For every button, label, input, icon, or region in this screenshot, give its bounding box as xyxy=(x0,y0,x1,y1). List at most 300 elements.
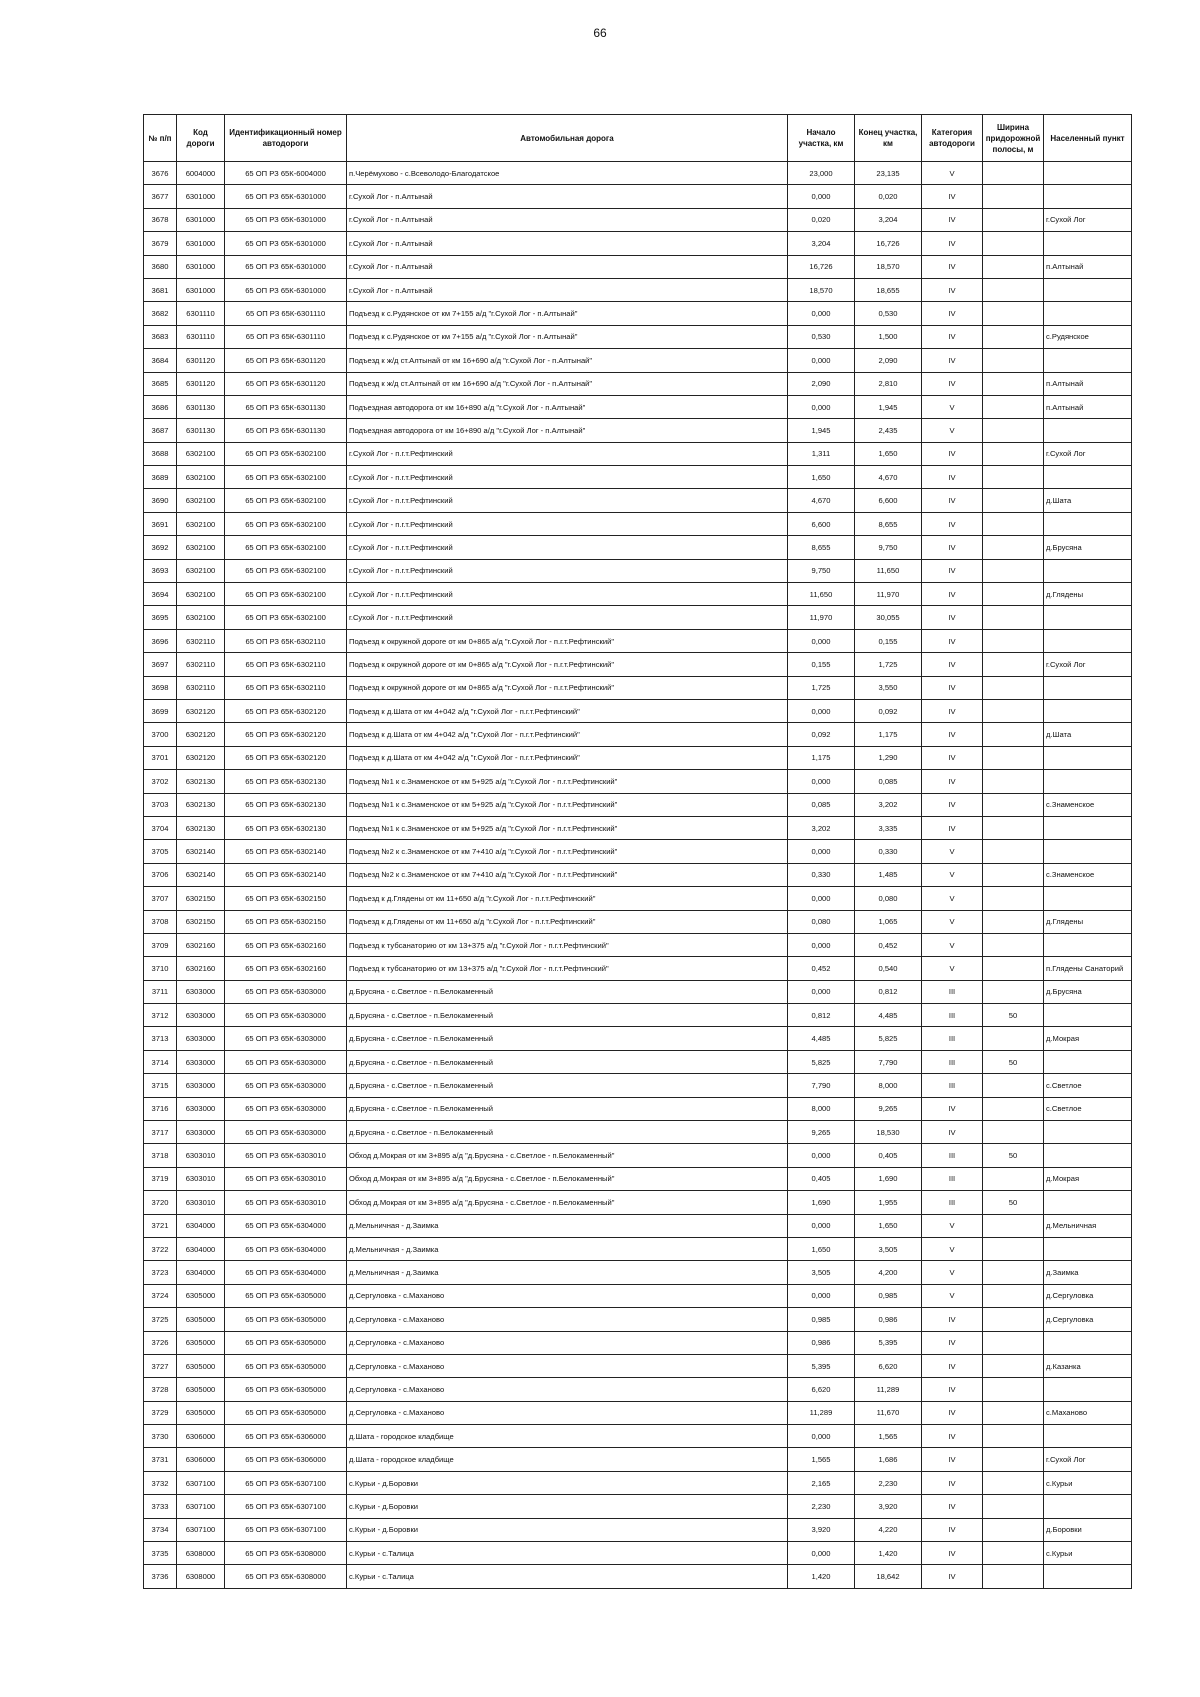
cell-end-km: 4,485 xyxy=(855,1004,922,1027)
cell-category: IV xyxy=(922,1331,983,1354)
cell-roadside-width xyxy=(983,442,1044,465)
cell-road-code: 6307100 xyxy=(177,1495,225,1518)
cell-start-km: 0,000 xyxy=(788,933,855,956)
cell-start-km: 1,690 xyxy=(788,1191,855,1214)
cell-start-km: 0,000 xyxy=(788,1542,855,1565)
cell-end-km: 0,080 xyxy=(855,887,922,910)
cell-road-id: 65 ОП РЗ 65К-6304000 xyxy=(225,1237,347,1260)
cell-settlement xyxy=(1044,232,1132,255)
cell-road-name: д.Шата - городское кладбище xyxy=(347,1448,788,1471)
cell-roadside-width xyxy=(983,1237,1044,1260)
cell-start-km: 3,920 xyxy=(788,1518,855,1541)
cell-category: IV xyxy=(922,325,983,348)
cell-road-name: Подъезд №2 к с.Знаменское от км 7+410 а/д "г.Сухой Лог - п.г.т.Рефтинский" xyxy=(347,863,788,886)
cell-start-km: 1,420 xyxy=(788,1565,855,1588)
cell-start-km: 0,330 xyxy=(788,863,855,886)
cell-start-km: 1,175 xyxy=(788,746,855,769)
table-row xyxy=(144,1425,1132,1448)
cell-settlement xyxy=(1044,676,1132,699)
cell-road-code: 6303000 xyxy=(177,1097,225,1120)
cell-road-code: 6303000 xyxy=(177,1027,225,1050)
cell-start-km: 9,750 xyxy=(788,559,855,582)
cell-number: 3701 xyxy=(144,746,177,769)
cell-roadside-width xyxy=(983,1425,1044,1448)
table-row xyxy=(144,1448,1132,1471)
cell-roadside-width xyxy=(983,863,1044,886)
cell-number: 3691 xyxy=(144,512,177,535)
cell-roadside-width xyxy=(983,466,1044,489)
cell-road-name: г.Сухой Лог - п.г.т.Рефтинский xyxy=(347,536,788,559)
cell-road-code: 6305000 xyxy=(177,1331,225,1354)
cell-start-km: 0,000 xyxy=(788,302,855,325)
cell-road-name: с.Курьи - с.Талица xyxy=(347,1565,788,1588)
cell-roadside-width xyxy=(983,232,1044,255)
cell-road-name: Подъезд к окружной дороге от км 0+865 а/д "г.Сухой Лог - п.г.т.Рефтинский" xyxy=(347,653,788,676)
cell-roadside-width xyxy=(983,1308,1044,1331)
cell-roadside-width xyxy=(983,746,1044,769)
cell-end-km: 23,135 xyxy=(855,162,922,185)
cell-category: IV xyxy=(922,699,983,722)
cell-roadside-width xyxy=(983,1401,1044,1424)
cell-road-id: 65 ОП РЗ 65К-6302100 xyxy=(225,489,347,512)
cell-number: 3704 xyxy=(144,816,177,839)
header-road-name: Автомобильная дорога xyxy=(347,115,788,162)
cell-number: 3689 xyxy=(144,466,177,489)
cell-number: 3711 xyxy=(144,980,177,1003)
cell-road-id: 65 ОП РЗ 65К-6302120 xyxy=(225,746,347,769)
cell-number: 3730 xyxy=(144,1425,177,1448)
table-row xyxy=(144,1074,1132,1097)
cell-number: 3721 xyxy=(144,1214,177,1237)
table-row xyxy=(144,489,1132,512)
cell-road-name: д.Сергуловка - с.Маханово xyxy=(347,1354,788,1377)
cell-road-id: 65 ОП РЗ 65К-6302120 xyxy=(225,699,347,722)
cell-road-name: д.Брусяна - с.Светлое - п.Белокаменный xyxy=(347,1050,788,1073)
table-row xyxy=(144,1308,1132,1331)
cell-number: 3714 xyxy=(144,1050,177,1073)
cell-road-id: 65 ОП РЗ 65К-6303000 xyxy=(225,1004,347,1027)
cell-road-code: 6302110 xyxy=(177,629,225,652)
cell-category: IV xyxy=(922,512,983,535)
cell-settlement: д.Брусяна xyxy=(1044,980,1132,1003)
cell-settlement: п.Глядены Санаторий xyxy=(1044,957,1132,980)
cell-number: 3723 xyxy=(144,1261,177,1284)
cell-road-id: 65 ОП РЗ 65К-6306000 xyxy=(225,1425,347,1448)
cell-end-km: 3,204 xyxy=(855,208,922,231)
cell-road-id: 65 ОП РЗ 65К-6305000 xyxy=(225,1354,347,1377)
cell-start-km: 23,000 xyxy=(788,162,855,185)
cell-number: 3681 xyxy=(144,278,177,301)
cell-road-name: Подъезд к д.Глядены от км 11+650 а/д "г.Сухой Лог - п.г.т.Рефтинский" xyxy=(347,887,788,910)
cell-road-code: 6304000 xyxy=(177,1214,225,1237)
cell-road-code: 6303010 xyxy=(177,1144,225,1167)
cell-start-km: 0,080 xyxy=(788,910,855,933)
cell-number: 3700 xyxy=(144,723,177,746)
cell-roadside-width xyxy=(983,840,1044,863)
cell-road-name: д.Брусяна - с.Светлое - п.Белокаменный xyxy=(347,1074,788,1097)
cell-start-km: 1,565 xyxy=(788,1448,855,1471)
cell-roadside-width xyxy=(983,208,1044,231)
cell-category: IV xyxy=(922,653,983,676)
cell-settlement: с.Светлое xyxy=(1044,1074,1132,1097)
cell-settlement xyxy=(1044,349,1132,372)
cell-start-km: 0,155 xyxy=(788,653,855,676)
cell-category: IV xyxy=(922,1097,983,1120)
cell-road-code: 6303000 xyxy=(177,1121,225,1144)
cell-road-code: 6302130 xyxy=(177,793,225,816)
table-header-row xyxy=(144,115,1132,162)
cell-number: 3686 xyxy=(144,395,177,418)
cell-road-name: г.Сухой Лог - п.Алтынай xyxy=(347,208,788,231)
cell-category: IV xyxy=(922,1565,983,1588)
table-row xyxy=(144,442,1132,465)
cell-road-code: 6302100 xyxy=(177,583,225,606)
cell-road-id: 65 ОП РЗ 65К-6303000 xyxy=(225,1074,347,1097)
cell-end-km: 11,289 xyxy=(855,1378,922,1401)
cell-road-code: 6302120 xyxy=(177,746,225,769)
cell-settlement: г.Сухой Лог xyxy=(1044,653,1132,676)
cell-roadside-width xyxy=(983,372,1044,395)
cell-category: IV xyxy=(922,536,983,559)
cell-road-name: г.Сухой Лог - п.Алтынай xyxy=(347,232,788,255)
cell-road-code: 6302110 xyxy=(177,653,225,676)
cell-settlement: с.Знаменское xyxy=(1044,793,1132,816)
cell-roadside-width xyxy=(983,887,1044,910)
cell-roadside-width xyxy=(983,419,1044,442)
table-row xyxy=(144,840,1132,863)
cell-road-id: 65 ОП РЗ 65К-6302100 xyxy=(225,583,347,606)
cell-end-km: 9,265 xyxy=(855,1097,922,1120)
roads-table xyxy=(143,114,1132,1589)
cell-end-km: 18,642 xyxy=(855,1565,922,1588)
cell-number: 3720 xyxy=(144,1191,177,1214)
cell-road-code: 6304000 xyxy=(177,1261,225,1284)
cell-settlement xyxy=(1044,629,1132,652)
table-row xyxy=(144,1542,1132,1565)
cell-road-code: 6301000 xyxy=(177,255,225,278)
cell-road-code: 6303000 xyxy=(177,1050,225,1073)
cell-road-name: г.Сухой Лог - п.г.т.Рефтинский xyxy=(347,442,788,465)
cell-start-km: 5,825 xyxy=(788,1050,855,1073)
cell-start-km: 0,000 xyxy=(788,980,855,1003)
cell-end-km: 18,655 xyxy=(855,278,922,301)
table-row xyxy=(144,302,1132,325)
cell-roadside-width xyxy=(983,933,1044,956)
table-row xyxy=(144,1237,1132,1260)
cell-road-code: 6302160 xyxy=(177,957,225,980)
table-row xyxy=(144,699,1132,722)
cell-settlement xyxy=(1044,559,1132,582)
cell-category: IV xyxy=(922,442,983,465)
cell-settlement xyxy=(1044,1144,1132,1167)
table-row xyxy=(144,1518,1132,1541)
cell-category: IV xyxy=(922,559,983,582)
table-row xyxy=(144,466,1132,489)
cell-road-name: Обход д.Мокрая от км 3+895 а/д "д.Брусяна - с.Светлое - п.Белокаменный" xyxy=(347,1191,788,1214)
cell-road-id: 65 ОП РЗ 65К-6308000 xyxy=(225,1542,347,1565)
cell-start-km: 0,092 xyxy=(788,723,855,746)
table-body xyxy=(144,162,1132,1589)
cell-category: IV xyxy=(922,1378,983,1401)
cell-category: IV xyxy=(922,185,983,208)
cell-road-name: Подъезд к с.Рудянское от км 7+155 а/д "г.Сухой Лог - п.Алтынай" xyxy=(347,302,788,325)
cell-number: 3718 xyxy=(144,1144,177,1167)
cell-number: 3677 xyxy=(144,185,177,208)
cell-road-name: п.Черёмухово - с.Всеволодо-Благодатское xyxy=(347,162,788,185)
cell-road-id: 65 ОП РЗ 65К-6301120 xyxy=(225,349,347,372)
cell-road-name: г.Сухой Лог - п.г.т.Рефтинский xyxy=(347,583,788,606)
table-row xyxy=(144,793,1132,816)
cell-end-km: 1,690 xyxy=(855,1167,922,1190)
table-row xyxy=(144,559,1132,582)
table-row xyxy=(144,1378,1132,1401)
cell-end-km: 7,790 xyxy=(855,1050,922,1073)
cell-road-name: г.Сухой Лог - п.г.т.Рефтинский xyxy=(347,559,788,582)
cell-start-km: 6,620 xyxy=(788,1378,855,1401)
cell-end-km: 3,202 xyxy=(855,793,922,816)
cell-settlement: д.Шата xyxy=(1044,723,1132,746)
cell-road-code: 6302100 xyxy=(177,606,225,629)
cell-road-name: Подъезд №1 к с.Знаменское от км 5+925 а/д "г.Сухой Лог - п.г.т.Рефтинский" xyxy=(347,816,788,839)
cell-settlement: п.Алтынай xyxy=(1044,372,1132,395)
cell-settlement xyxy=(1044,162,1132,185)
cell-roadside-width: 50 xyxy=(983,1050,1044,1073)
cell-road-code: 6305000 xyxy=(177,1401,225,1424)
table-row xyxy=(144,980,1132,1003)
table-row xyxy=(144,278,1132,301)
cell-end-km: 3,505 xyxy=(855,1237,922,1260)
cell-settlement xyxy=(1044,1331,1132,1354)
cell-settlement: с.Знаменское xyxy=(1044,863,1132,886)
cell-category: V xyxy=(922,957,983,980)
cell-roadside-width xyxy=(983,1167,1044,1190)
cell-number: 3735 xyxy=(144,1542,177,1565)
cell-start-km: 0,000 xyxy=(788,185,855,208)
cell-road-code: 6307100 xyxy=(177,1471,225,1494)
cell-road-code: 6301120 xyxy=(177,372,225,395)
cell-roadside-width xyxy=(983,1331,1044,1354)
cell-settlement xyxy=(1044,1495,1132,1518)
cell-end-km: 9,750 xyxy=(855,536,922,559)
table-row xyxy=(144,325,1132,348)
cell-category: IV xyxy=(922,1354,983,1377)
cell-road-id: 65 ОП РЗ 65К-6302100 xyxy=(225,536,347,559)
cell-start-km: 2,230 xyxy=(788,1495,855,1518)
cell-roadside-width xyxy=(983,1121,1044,1144)
cell-number: 3697 xyxy=(144,653,177,676)
cell-road-id: 65 ОП РЗ 65К-6301000 xyxy=(225,255,347,278)
cell-end-km: 0,155 xyxy=(855,629,922,652)
cell-settlement xyxy=(1044,933,1132,956)
cell-category: V xyxy=(922,395,983,418)
table-row xyxy=(144,583,1132,606)
cell-number: 3682 xyxy=(144,302,177,325)
cell-number: 3736 xyxy=(144,1565,177,1588)
cell-road-id: 65 ОП РЗ 65К-6302100 xyxy=(225,466,347,489)
cell-road-name: с.Курьи - д.Боровки xyxy=(347,1471,788,1494)
header-road-code: Код дороги xyxy=(177,115,225,162)
cell-road-code: 6302130 xyxy=(177,770,225,793)
cell-start-km: 0,000 xyxy=(788,840,855,863)
cell-settlement: д.Боровки xyxy=(1044,1518,1132,1541)
cell-road-code: 6302160 xyxy=(177,933,225,956)
cell-number: 3727 xyxy=(144,1354,177,1377)
cell-category: IV xyxy=(922,746,983,769)
cell-road-id: 65 ОП РЗ 65К-6303000 xyxy=(225,1097,347,1120)
cell-end-km: 18,530 xyxy=(855,1121,922,1144)
cell-road-code: 6305000 xyxy=(177,1284,225,1307)
table-row xyxy=(144,1167,1132,1190)
cell-end-km: 8,000 xyxy=(855,1074,922,1097)
cell-end-km: 1,500 xyxy=(855,325,922,348)
cell-road-id: 65 ОП РЗ 65К-6302110 xyxy=(225,653,347,676)
cell-end-km: 0,986 xyxy=(855,1308,922,1331)
cell-road-name: Подъезд к д.Шата от км 4+042 а/д "г.Сухой Лог - п.г.т.Рефтинский" xyxy=(347,746,788,769)
cell-road-code: 6303000 xyxy=(177,980,225,1003)
table-row xyxy=(144,910,1132,933)
table-row xyxy=(144,1471,1132,1494)
cell-start-km: 0,452 xyxy=(788,957,855,980)
table-row xyxy=(144,676,1132,699)
cell-end-km: 11,650 xyxy=(855,559,922,582)
table-row xyxy=(144,863,1132,886)
cell-category: IV xyxy=(922,372,983,395)
cell-road-name: д.Мельничная - д.Заимка xyxy=(347,1214,788,1237)
cell-number: 3707 xyxy=(144,887,177,910)
cell-roadside-width xyxy=(983,957,1044,980)
cell-start-km: 1,725 xyxy=(788,676,855,699)
cell-number: 3698 xyxy=(144,676,177,699)
cell-road-code: 6302100 xyxy=(177,489,225,512)
header-end-km: Конец участка, км xyxy=(855,115,922,162)
cell-roadside-width xyxy=(983,910,1044,933)
cell-category: IV xyxy=(922,466,983,489)
cell-category: IV xyxy=(922,1518,983,1541)
cell-road-id: 65 ОП РЗ 65К-6303010 xyxy=(225,1191,347,1214)
cell-road-name: Подъезд к ж/д ст.Алтынай от км 16+690 а/д "г.Сухой Лог - п.Алтынай" xyxy=(347,349,788,372)
cell-number: 3687 xyxy=(144,419,177,442)
table-row xyxy=(144,162,1132,185)
cell-start-km: 0,530 xyxy=(788,325,855,348)
cell-number: 3712 xyxy=(144,1004,177,1027)
cell-end-km: 1,290 xyxy=(855,746,922,769)
cell-roadside-width: 50 xyxy=(983,1004,1044,1027)
table-row xyxy=(144,1121,1132,1144)
cell-settlement: г.Сухой Лог xyxy=(1044,442,1132,465)
cell-category: V xyxy=(922,887,983,910)
cell-roadside-width xyxy=(983,536,1044,559)
cell-settlement: д.Брусяна xyxy=(1044,536,1132,559)
table-row xyxy=(144,1331,1132,1354)
table-row xyxy=(144,746,1132,769)
cell-end-km: 1,650 xyxy=(855,1214,922,1237)
cell-road-name: г.Сухой Лог - п.Алтынай xyxy=(347,278,788,301)
cell-start-km: 8,655 xyxy=(788,536,855,559)
cell-road-code: 6307100 xyxy=(177,1518,225,1541)
cell-road-id: 65 ОП РЗ 65К-6301000 xyxy=(225,278,347,301)
cell-category: IV xyxy=(922,1425,983,1448)
cell-settlement xyxy=(1044,466,1132,489)
cell-settlement xyxy=(1044,887,1132,910)
page-number: 66 xyxy=(593,26,607,40)
cell-number: 3733 xyxy=(144,1495,177,1518)
cell-category: IV xyxy=(922,1448,983,1471)
cell-end-km: 5,825 xyxy=(855,1027,922,1050)
cell-roadside-width: 50 xyxy=(983,1191,1044,1214)
cell-settlement xyxy=(1044,302,1132,325)
cell-start-km: 0,020 xyxy=(788,208,855,231)
cell-settlement xyxy=(1044,840,1132,863)
cell-road-name: д.Брусяна - с.Светлое - п.Белокаменный xyxy=(347,980,788,1003)
cell-end-km: 0,085 xyxy=(855,770,922,793)
cell-roadside-width xyxy=(983,676,1044,699)
cell-road-code: 6308000 xyxy=(177,1565,225,1588)
cell-settlement xyxy=(1044,419,1132,442)
cell-number: 3692 xyxy=(144,536,177,559)
cell-number: 3725 xyxy=(144,1308,177,1331)
cell-settlement xyxy=(1044,699,1132,722)
cell-roadside-width xyxy=(983,349,1044,372)
header-road-id: Идентификационный номер автодороги xyxy=(225,115,347,162)
cell-road-id: 65 ОП РЗ 65К-6302130 xyxy=(225,793,347,816)
cell-end-km: 2,090 xyxy=(855,349,922,372)
cell-start-km: 4,670 xyxy=(788,489,855,512)
table-row xyxy=(144,232,1132,255)
cell-road-id: 65 ОП РЗ 65К-6304000 xyxy=(225,1214,347,1237)
cell-road-code: 6302100 xyxy=(177,559,225,582)
cell-start-km: 0,000 xyxy=(788,699,855,722)
cell-end-km: 0,020 xyxy=(855,185,922,208)
cell-road-id: 65 ОП РЗ 65К-6307100 xyxy=(225,1495,347,1518)
cell-road-id: 65 ОП РЗ 65К-6301110 xyxy=(225,302,347,325)
header-category: Категория автодороги xyxy=(922,115,983,162)
cell-end-km: 4,670 xyxy=(855,466,922,489)
table-row xyxy=(144,887,1132,910)
cell-end-km: 1,725 xyxy=(855,653,922,676)
cell-number: 3688 xyxy=(144,442,177,465)
cell-roadside-width: 50 xyxy=(983,1144,1044,1167)
cell-end-km: 18,570 xyxy=(855,255,922,278)
cell-category: IV xyxy=(922,629,983,652)
cell-roadside-width xyxy=(983,1471,1044,1494)
cell-end-km: 1,955 xyxy=(855,1191,922,1214)
cell-category: IV xyxy=(922,232,983,255)
cell-category: III xyxy=(922,1144,983,1167)
cell-road-id: 65 ОП РЗ 65К-6302140 xyxy=(225,863,347,886)
table-row xyxy=(144,1261,1132,1284)
cell-start-km: 0,085 xyxy=(788,793,855,816)
cell-category: IV xyxy=(922,676,983,699)
cell-road-name: Подъезд к тубсанаторию от км 13+375 а/д "г.Сухой Лог - п.г.т.Рефтинский" xyxy=(347,957,788,980)
cell-road-id: 65 ОП РЗ 65К-6305000 xyxy=(225,1401,347,1424)
cell-road-code: 6301110 xyxy=(177,325,225,348)
cell-start-km: 3,202 xyxy=(788,816,855,839)
cell-road-id: 65 ОП РЗ 65К-6305000 xyxy=(225,1308,347,1331)
cell-roadside-width xyxy=(983,770,1044,793)
cell-road-id: 65 ОП РЗ 65К-6305000 xyxy=(225,1331,347,1354)
cell-category: IV xyxy=(922,723,983,746)
cell-road-id: 65 ОП РЗ 65К-6301000 xyxy=(225,232,347,255)
cell-road-name: д.Шата - городское кладбище xyxy=(347,1425,788,1448)
cell-start-km: 8,000 xyxy=(788,1097,855,1120)
cell-road-id: 65 ОП РЗ 65К-6301110 xyxy=(225,325,347,348)
cell-end-km: 0,452 xyxy=(855,933,922,956)
cell-settlement: д.Мокрая xyxy=(1044,1167,1132,1190)
cell-number: 3708 xyxy=(144,910,177,933)
cell-settlement xyxy=(1044,1237,1132,1260)
cell-settlement: д.Сергуловка xyxy=(1044,1284,1132,1307)
cell-roadside-width xyxy=(983,1354,1044,1377)
